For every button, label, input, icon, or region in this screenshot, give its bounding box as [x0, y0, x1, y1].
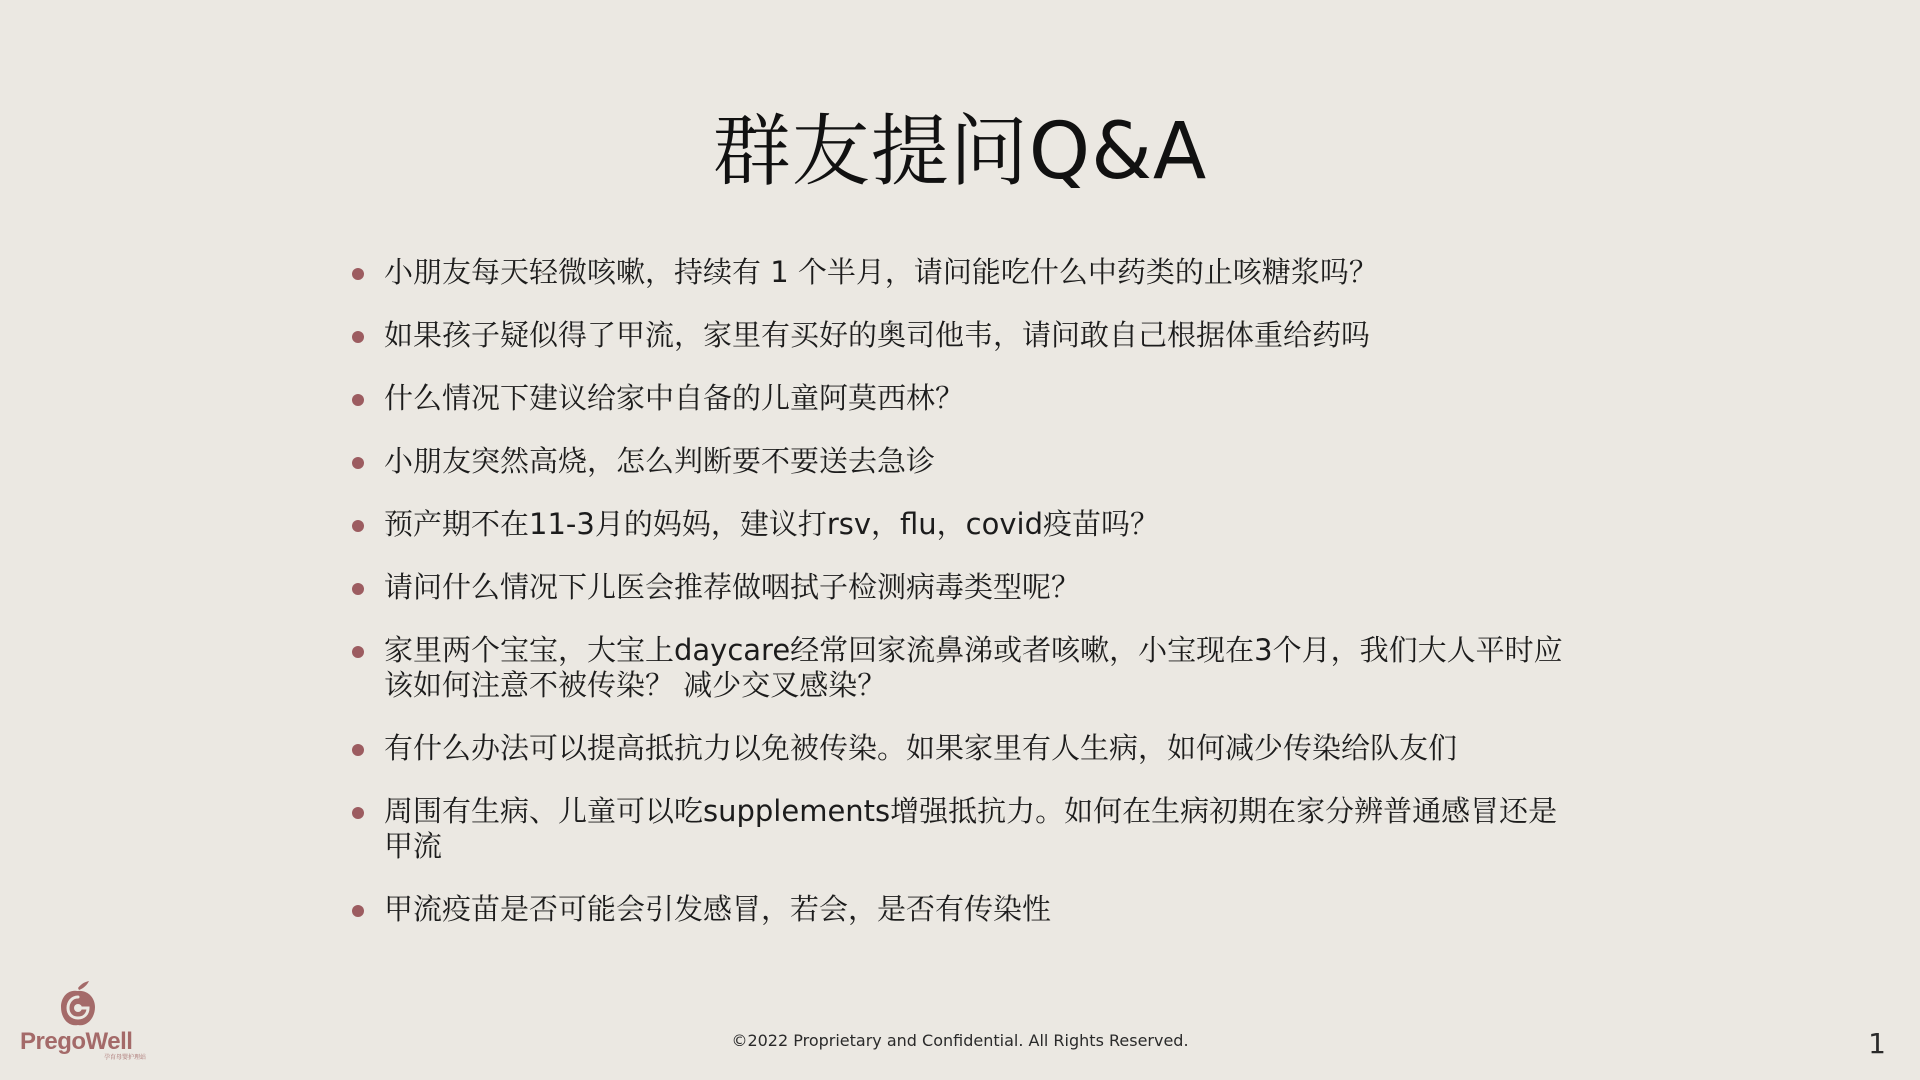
bullet-icon [352, 268, 364, 280]
bullet-icon [352, 807, 364, 819]
question-text: 小朋友每天轻微咳嗽，持续有 1 个半月，请问能吃什么中药类的止咳糖浆吗？ [384, 255, 1378, 289]
footer-copyright: ©2022 Proprietary and Confidential. All Rights Reserved. [731, 1031, 1189, 1050]
slide-title: 群友提问Q&A [712, 107, 1208, 198]
bullet-icon [352, 905, 364, 917]
bullet-icon [352, 331, 364, 343]
question-text: 请问什么情况下儿医会推荐做咽拭子检测病毒类型呢？ [384, 570, 1081, 604]
bullet-icon [352, 520, 364, 532]
apple-logo-icon [54, 980, 104, 1030]
question-text: 预产期不在11-3月的妈妈，建议打rsv，flu，covid疫苗吗？ [384, 507, 1159, 541]
bullet-icon [352, 394, 364, 406]
question-item [352, 444, 1582, 479]
question-text: 小朋友突然高烧，怎么判断要不要送去急诊 [384, 444, 936, 478]
brand-tagline: 孕育母婴护理站 [104, 1054, 147, 1061]
question-text: 如果孩子疑似得了甲流，家里有买好的奥司他韦，请问敢自己根据体重给药吗 [384, 318, 1371, 352]
question-item [352, 794, 1582, 864]
question-item [352, 381, 1582, 416]
question-list [352, 255, 1582, 955]
question-item [352, 633, 1582, 703]
bullet-icon [352, 744, 364, 756]
question-text: 甲流疫苗是否可能会引发感冒，若会，是否有传染性 [384, 892, 1052, 926]
page-number: 1 [1868, 1027, 1886, 1060]
bullet-icon [352, 646, 364, 658]
question-item [352, 892, 1582, 927]
question-item [352, 570, 1582, 605]
bullet-icon [352, 583, 364, 595]
brand-name: PregoWell [20, 1028, 133, 1055]
question-text: 家里两个宝宝，大宝上daycare经常回家流鼻涕或者咳嗽，小宝现在3个月，我们大人平时应该如何注意不被传染？ 减少交叉感染？ [384, 633, 1563, 702]
question-text: 什么情况下建议给家中自备的儿童阿莫西林？ [384, 381, 965, 415]
question-item [352, 507, 1582, 542]
question-text: 有什么办法可以提高抵抗力以免被传染。如果家里有人生病，如何减少传染给队友们 [384, 731, 1458, 765]
bullet-icon [352, 457, 364, 469]
question-text: 周围有生病、儿童可以吃supplements增强抵抗力。如何在生病初期在家分辨普通感冒还是甲流 [384, 794, 1558, 863]
question-item [352, 731, 1582, 766]
question-item [352, 318, 1582, 353]
question-item [352, 255, 1582, 290]
